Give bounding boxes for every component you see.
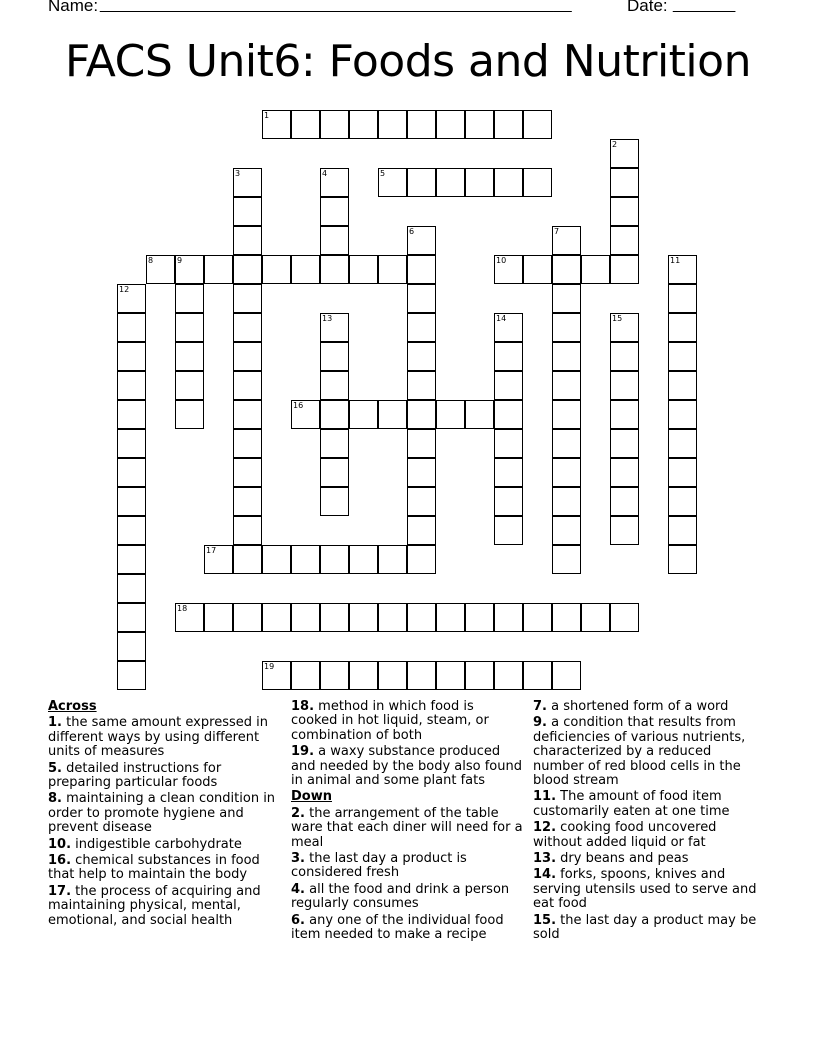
grid-cell[interactable] [436,110,465,139]
grid-cell[interactable] [610,371,639,400]
grid-cell[interactable] [262,255,291,284]
grid-cell[interactable] [552,400,581,429]
grid-cell[interactable] [494,110,523,139]
clue-text: a shortened form of a word [551,699,729,714]
grid-cell[interactable] [320,313,349,342]
cell-number: 17 [206,546,217,555]
grid-cell[interactable] [204,255,233,284]
grid-cell[interactable] [465,168,494,197]
grid-cell[interactable] [407,284,436,313]
clue-down-6 [291,914,523,943]
grid-cell[interactable] [668,400,697,429]
grid-cell[interactable] [349,255,378,284]
cell-number: 3 [235,169,241,178]
grid-cell[interactable] [262,545,291,574]
grid-cell[interactable] [262,661,291,690]
grid-cell[interactable] [668,255,697,284]
grid-cell[interactable] [117,458,146,487]
grid-cell[interactable] [146,255,175,284]
grid-cell[interactable] [349,661,378,690]
grid-cell[interactable] [523,168,552,197]
clue-down-9 [533,716,765,788]
clue-text: dry beans and peas [560,851,689,867]
cell-number: 10 [496,256,507,265]
grid-cell[interactable] [233,516,262,545]
clue-number: 2. [291,805,305,821]
grid-cell[interactable] [117,284,146,313]
grid-cell[interactable] [552,545,581,574]
name-line[interactable]: _____________________________________________________ [100,0,572,13]
grid-cell[interactable] [117,632,146,661]
cell-number: 14 [496,314,507,323]
grid-cell[interactable] [610,516,639,545]
clue-down-15 [533,914,765,943]
grid-cell[interactable] [436,400,465,429]
clue-text: indigestible carbohydrate [75,836,242,852]
grid-cell[interactable] [175,342,204,371]
cell-number: 18 [177,604,188,613]
grid-cell[interactable] [117,661,146,690]
grid-cell[interactable] [668,458,697,487]
grid-cell[interactable] [494,400,523,429]
grid-cell[interactable] [320,255,349,284]
grid-cell[interactable] [494,168,523,197]
grid-cell[interactable] [378,168,407,197]
grid-cell[interactable] [465,603,494,632]
grid-cell[interactable] [407,168,436,197]
grid-cell[interactable] [233,487,262,516]
grid-cell[interactable] [610,255,639,284]
grid-cell[interactable] [610,197,639,226]
grid-cell[interactable] [610,458,639,487]
grid-cell[interactable] [233,545,262,574]
grid-cell[interactable] [552,661,581,690]
cell-number: 2 [612,140,618,149]
clue-number: 11. [533,789,557,805]
grid-cell[interactable] [581,255,610,284]
date-label: Date: [627,0,668,15]
grid-cell[interactable] [407,429,436,458]
clue-number: 12. [533,820,557,836]
clue-number: 5. [48,760,62,776]
grid-cell[interactable] [117,545,146,574]
grid-cell[interactable] [291,603,320,632]
cell-number: 19 [264,662,275,671]
grid-cell[interactable] [668,545,697,574]
clue-number: 10. [48,836,72,852]
grid-cell[interactable] [233,429,262,458]
grid-cell[interactable] [407,458,436,487]
clue-text: The amount of food item customarily eaten at one time [533,789,730,819]
clue-across-1 [48,716,284,759]
clue-text: the arrangement of the table ware that each diner will need for a meal [291,805,523,850]
grid-cell[interactable] [436,661,465,690]
clue-text: cooking food uncovered without added liquid or fat [533,820,717,850]
grid-cell[interactable] [320,342,349,371]
grid-cell[interactable] [378,603,407,632]
clue-down-12 [533,821,765,850]
grid-cell[interactable] [610,429,639,458]
grid-cell[interactable] [668,342,697,371]
grid-cell[interactable] [523,110,552,139]
grid-cell[interactable] [233,284,262,313]
grid-cell[interactable] [465,400,494,429]
grid-cell[interactable] [233,458,262,487]
clue-number: 6. [291,912,305,928]
grid-cell[interactable] [407,545,436,574]
grid-cell[interactable] [407,255,436,284]
grid-cell[interactable] [610,400,639,429]
grid-cell[interactable] [552,371,581,400]
grid-cell[interactable] [117,487,146,516]
grid-cell[interactable] [494,429,523,458]
across-heading: Across [48,699,97,714]
clue-number: 17. [48,883,72,899]
grid-cell[interactable] [378,400,407,429]
clue-number: 15. [533,912,557,928]
grid-cell[interactable] [610,313,639,342]
clue-number: 13. [533,851,557,867]
grid-cell[interactable] [610,168,639,197]
grid-cell[interactable] [378,110,407,139]
grid-cell[interactable] [552,487,581,516]
grid-cell[interactable] [494,255,523,284]
grid-cell[interactable] [349,603,378,632]
grid-cell[interactable] [291,545,320,574]
grid-cell[interactable] [320,197,349,226]
grid-cell[interactable] [407,603,436,632]
grid-cell[interactable] [117,342,146,371]
grid-cell[interactable] [523,661,552,690]
clue-text: the last day a product is considered fresh [291,851,467,881]
clue-number: 8. [48,791,62,807]
cell-number: 5 [380,169,386,178]
cell-number: 11 [670,256,681,265]
grid-cell[interactable] [494,342,523,371]
page-title: FACS Unit6: Foods and Nutrition [65,36,751,87]
clue-number: 4. [291,881,305,897]
grid-cell[interactable] [233,313,262,342]
grid-cell[interactable] [175,313,204,342]
clue-text: a waxy substance produced and needed by the body also found in animal and some plant fats [291,744,522,789]
grid-cell[interactable] [523,603,552,632]
grid-cell[interactable] [668,429,697,458]
grid-cell[interactable] [465,661,494,690]
cell-number: 15 [612,314,623,323]
grid-cell[interactable] [407,371,436,400]
clue-text: a condition that results from deficiencies of various nutrients, characterized by a reduced number of red blood cells in the blood stream [533,715,746,789]
grid-cell[interactable] [291,400,320,429]
grid-cell[interactable] [233,255,262,284]
grid-cell[interactable] [668,371,697,400]
grid-cell[interactable] [552,603,581,632]
grid-cell[interactable] [320,545,349,574]
grid-cell[interactable] [175,371,204,400]
grid-cell[interactable] [117,516,146,545]
grid-cell[interactable] [117,400,146,429]
clue-number: 19. [291,744,315,760]
clues-column-2 [291,700,523,945]
clue-number: 9. [533,715,547,731]
grid-cell[interactable] [407,226,436,255]
clue-number: 7. [533,699,547,714]
grid-cell[interactable] [552,226,581,255]
name-label: Name: [48,0,99,15]
clue-across-18 [291,700,523,743]
cell-number: 13 [322,314,333,323]
grid-cell[interactable] [552,313,581,342]
grid-cell[interactable] [610,226,639,255]
clue-text: detailed instructions for preparing particular foods [48,760,222,791]
clue-across-17 [48,885,284,928]
grid-cell[interactable] [175,400,204,429]
grid-cell[interactable] [378,255,407,284]
grid-cell[interactable] [233,603,262,632]
clue-across-16 [48,854,284,883]
grid-cell[interactable] [407,342,436,371]
grid-cell[interactable] [320,400,349,429]
grid-cell[interactable] [552,284,581,313]
grid-cell[interactable] [320,168,349,197]
grid-cell[interactable] [494,516,523,545]
grid-cell[interactable] [117,574,146,603]
grid-cell[interactable] [204,603,233,632]
clue-down-14 [533,868,765,911]
clue-text: the last day a product may be sold [533,912,757,943]
grid-cell[interactable] [233,226,262,255]
grid-cell[interactable] [378,661,407,690]
cell-number: 1 [264,111,270,120]
grid-cell[interactable] [407,516,436,545]
grid-cell[interactable] [610,487,639,516]
clue-down-3 [291,852,523,881]
grid-cell[interactable] [494,661,523,690]
grid-cell[interactable] [233,371,262,400]
grid-cell[interactable] [291,110,320,139]
grid-cell[interactable] [378,545,407,574]
grid-cell[interactable] [407,400,436,429]
clue-text: method in which food is cooked in hot liquid, steam, or combination of both [291,699,489,743]
clue-down-7 [533,700,765,714]
grid-cell[interactable] [233,400,262,429]
grid-cell[interactable] [552,516,581,545]
grid-cell[interactable] [494,313,523,342]
grid-cell[interactable] [668,516,697,545]
grid-cell[interactable] [233,168,262,197]
grid-cell[interactable] [494,603,523,632]
clue-number: 3. [291,851,305,867]
clue-number: 14. [533,867,557,883]
grid-cell[interactable] [523,255,552,284]
grid-cell[interactable] [320,458,349,487]
grid-cell[interactable] [407,487,436,516]
cell-number: 16 [293,401,304,410]
grid-cell[interactable] [320,371,349,400]
grid-cell[interactable] [610,139,639,168]
grid-cell[interactable] [610,342,639,371]
grid-cell[interactable] [117,429,146,458]
clue-number: 16. [48,853,72,869]
grid-cell[interactable] [117,603,146,632]
grid-cell[interactable] [668,487,697,516]
grid-cell[interactable] [233,342,262,371]
grid-cell[interactable] [175,284,204,313]
grid-cell[interactable] [610,603,639,632]
grid-cell[interactable] [291,255,320,284]
clue-across-19 [291,745,523,788]
clue-down-13 [533,852,765,866]
grid-cell[interactable] [668,284,697,313]
grid-cell[interactable] [668,313,697,342]
grid-cell[interactable] [465,110,494,139]
grid-cell[interactable] [552,429,581,458]
grid-cell[interactable] [204,545,233,574]
grid-cell[interactable] [436,603,465,632]
cell-number: 6 [409,227,415,236]
clue-across-8 [48,792,284,835]
grid-cell[interactable] [494,458,523,487]
grid-cell[interactable] [552,255,581,284]
clue-across-5 [48,762,284,791]
grid-cell[interactable] [349,545,378,574]
clue-text: forks, spoons, knives and serving utensils used to serve and eat food [533,867,757,912]
clue-text: chemical substances in food that help to maintain the body [48,853,260,883]
grid-cell[interactable] [320,110,349,139]
grid-cell[interactable] [117,371,146,400]
clue-number: 18. [291,699,315,714]
clues-column-1 [48,700,284,930]
grid-cell[interactable] [291,661,320,690]
grid-cell[interactable] [320,226,349,255]
grid-cell[interactable] [262,110,291,139]
clue-number: 1. [48,715,62,731]
cell-number: 4 [322,169,328,178]
grid-cell[interactable] [552,458,581,487]
grid-cell[interactable] [349,110,378,139]
clue-text: maintaining a clean condition in order to promote hygiene and prevent disease [48,791,276,836]
date-line[interactable]: _______ [673,0,736,13]
clue-down-2 [291,807,523,850]
cell-number: 7 [554,227,560,236]
clue-across-10 [48,838,284,852]
grid-cell[interactable] [407,313,436,342]
clues-column-3 [533,700,765,945]
grid-cell[interactable] [407,661,436,690]
grid-cell[interactable] [320,661,349,690]
grid-cell[interactable] [494,371,523,400]
grid-cell[interactable] [349,400,378,429]
cell-number: 9 [177,256,183,265]
grid-cell[interactable] [117,313,146,342]
grid-cell[interactable] [436,168,465,197]
grid-cell[interactable] [494,487,523,516]
clue-text: the same amount expressed in different ways by using different units of measures [48,715,268,760]
cell-number: 8 [148,256,154,265]
grid-cell[interactable] [320,429,349,458]
grid-cell[interactable] [262,603,291,632]
clue-down-11 [533,790,765,819]
clue-text: the process of acquiring and maintaining physical, mental, emotional, and social health [48,883,261,928]
grid-cell[interactable] [175,255,204,284]
down-heading: Down [291,789,332,805]
grid-cell[interactable] [175,603,204,632]
grid-cell[interactable] [233,197,262,226]
grid-cell[interactable] [407,110,436,139]
clue-text: all the food and drink a person regularly consumes [291,881,510,912]
grid-cell[interactable] [581,603,610,632]
cell-number: 12 [119,285,130,294]
grid-cell[interactable] [320,603,349,632]
clue-down-4 [291,883,523,912]
clue-text: any one of the individual food item needed to make a recipe [291,912,504,943]
grid-cell[interactable] [320,487,349,516]
grid-cell[interactable] [552,342,581,371]
